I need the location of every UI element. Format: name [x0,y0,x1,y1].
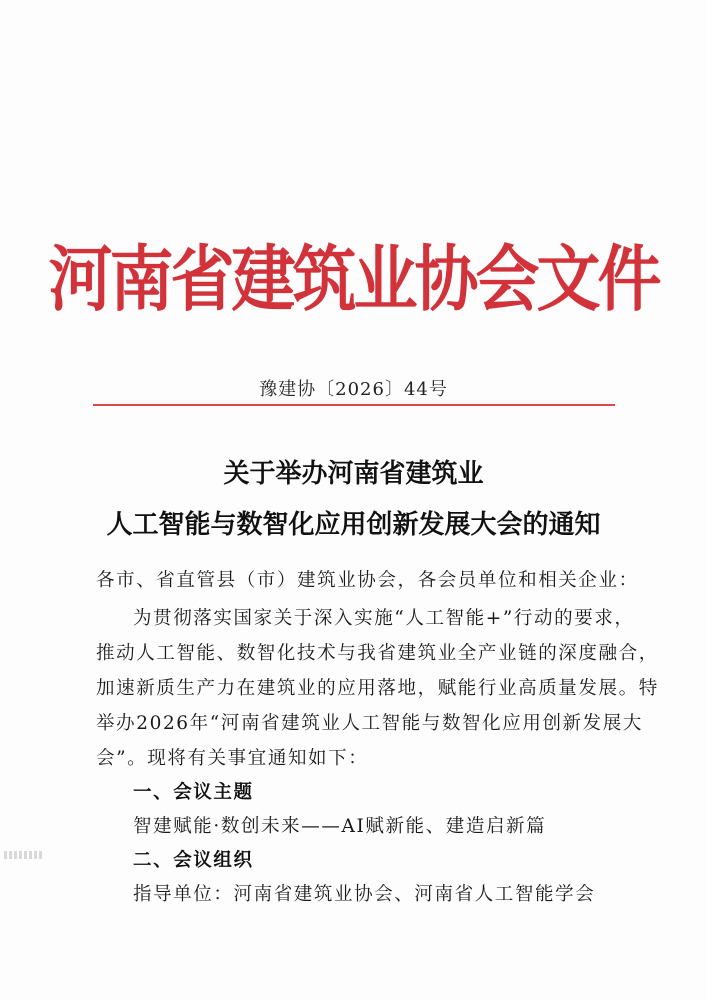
notice-title-line-1: 关于举办河南省建筑业 [223,459,484,489]
section-heading-theme: 一、会议主题 [133,782,254,803]
masthead-title: 河南省建筑业协会文件 [48,238,659,322]
salutation: 各市、省直管县（市）建筑业协会，各会员单位和相关企业： [96,570,639,591]
section-heading-organization: 二、会议组织 [133,850,254,871]
paragraph-line: 推动人工智能、数智化技术与我省建筑业全产业链的深度融合， [96,643,659,664]
paragraph-line: 举办2026年“河南省建筑业人工智能与数智化应用创新发展大 [96,713,643,734]
paragraph-line: 会”。现将有关事宜通知如下： [96,748,369,769]
scan-artifact [4,851,44,859]
section-text-organization: 指导单位：河南省建筑业协会、河南省人工智能学会 [133,884,596,905]
section-text-theme: 智建赋能·数创未来——AI赋新能、建造启新篇 [133,816,547,837]
paragraph-line: 加速新质生产力在建筑业的应用落地，赋能行业高质量发展。特 [96,678,659,699]
document-number: 豫建协〔2026〕44号 [259,379,448,400]
paragraph-line: 为贯彻落实国家关于深入实施“人工智能+”行动的要求， [133,608,635,629]
red-divider-line [93,404,615,406]
notice-title-line-2: 人工智能与数智化应用创新发展大会的通知 [106,510,601,540]
